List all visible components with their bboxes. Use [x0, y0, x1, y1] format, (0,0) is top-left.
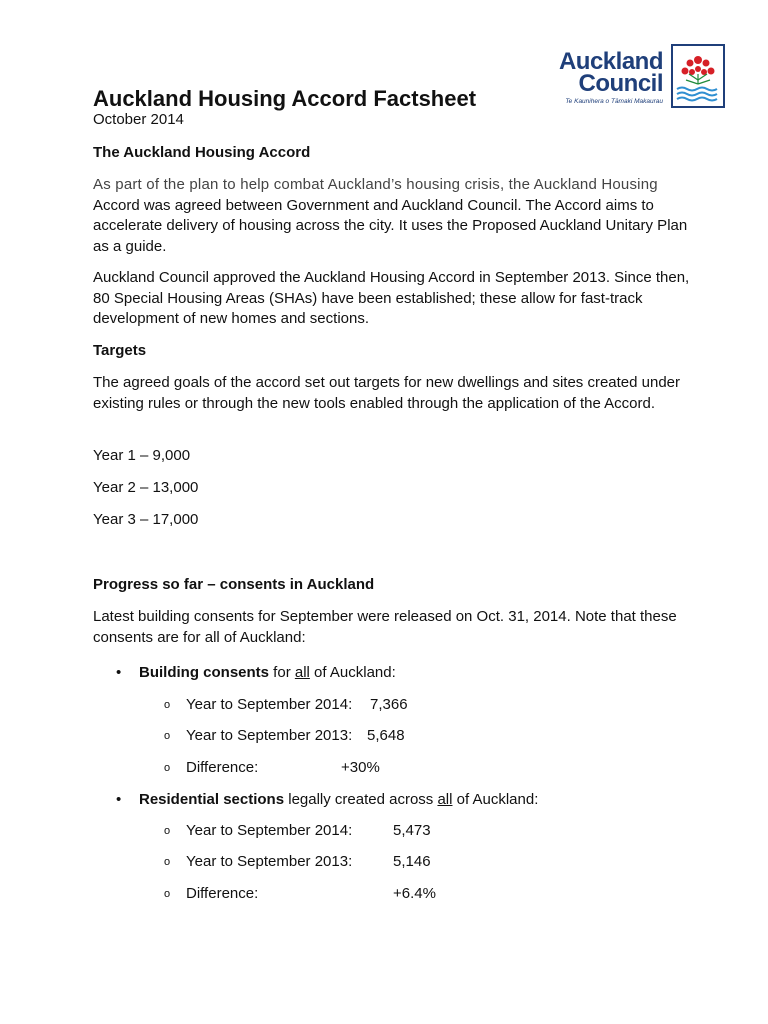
logo-wordmark-line2: Council	[578, 70, 663, 97]
sub-item-value: 7,366	[370, 696, 408, 713]
sub-bullet-marker: o	[164, 888, 171, 900]
sub-bullet-marker: o	[164, 699, 171, 711]
sub-item-value: 5,473	[393, 822, 431, 839]
accord-paragraph-2: Auckland Council approved the Auckland Housing Accord in September 2013. Since then, 80 Special Housing Areas (SHAs) have been established; these allow for fast-track development of new homes and sections.	[93, 269, 690, 327]
sub-item-value: +6.4%	[393, 885, 436, 902]
progress-heading: Progress so far – consents in Auckland	[93, 576, 375, 593]
auckland-council-logo	[553, 44, 725, 108]
bullet-text-end: of Auckland:	[452, 791, 539, 808]
accord-paragraph-1	[93, 175, 693, 257]
accord-heading: The Auckland Housing Accord	[93, 144, 311, 161]
bullet-marker: •	[116, 664, 122, 681]
progress-intro: Latest building consents for September were released on Oct. 31, 2014. Note that these consents are for all of Auckland:	[93, 608, 677, 646]
accord-paragraph-1-rest: Accord was agreed between Government and Auckland Council. The Accord aims to accelerate delivery of housing across the city. It uses the Proposed Auckland Unitary Plan as a guide.	[93, 196, 688, 255]
bullet-marker: •	[116, 791, 122, 808]
bullet-text-mid: legally created across	[284, 791, 438, 808]
sub-item-label: Difference:	[186, 885, 259, 902]
sub-item-label: Year to September 2013:	[186, 727, 353, 744]
pohutukawa-emblem-icon	[671, 44, 725, 108]
bullet-bold-label: Building consents	[139, 664, 270, 681]
document-date: October 2014	[93, 111, 184, 128]
logo-tagline: Te Kaunihera o Tāmaki Makaurau	[565, 98, 663, 105]
bullet-text-end: of Auckland:	[309, 664, 396, 681]
sub-item-label: Difference:	[186, 759, 259, 776]
sub-item-label: Year to September 2013:	[186, 853, 353, 870]
target-year-2: Year 2 – 13,000	[93, 479, 199, 496]
sub-bullet-marker: o	[164, 730, 171, 742]
logo-wordmark-line1: Auckland	[558, 48, 663, 75]
bullet-bold-label: Residential sections	[139, 791, 285, 808]
targets-intro: The agreed goals of the accord set out targets for new dwellings and sites created under existing rules or through the new tools enabled through the application of the Accord.	[93, 374, 681, 412]
sub-item-value: 5,648	[367, 727, 405, 744]
target-year-3: Year 3 – 17,000	[93, 511, 199, 528]
targets-heading: Targets	[93, 342, 147, 359]
bullet-underlined-word: all	[437, 791, 453, 808]
sub-bullet-marker: o	[164, 856, 171, 868]
residential-sections-bullet	[139, 790, 538, 810]
sub-bullet-marker: o	[164, 762, 171, 774]
sub-item-value: 5,146	[393, 853, 431, 870]
bullet-underlined-word: all	[294, 664, 310, 681]
accord-paragraph-1-lead: As part of the plan to help combat Auckland’s housing crisis, the Auckland Housing	[93, 176, 658, 193]
sub-bullet-marker: o	[164, 825, 171, 837]
sub-item-label: Year to September 2014:	[186, 822, 353, 839]
sub-item-label: Year to September 2014:	[186, 696, 353, 713]
page-title: Auckland Housing Accord Factsheet	[93, 86, 477, 111]
building-consents-bullet	[139, 663, 396, 683]
bullet-text-mid: for	[269, 664, 295, 681]
sub-item-value: +30%	[341, 759, 380, 776]
target-year-1: Year 1 – 9,000	[93, 447, 191, 464]
